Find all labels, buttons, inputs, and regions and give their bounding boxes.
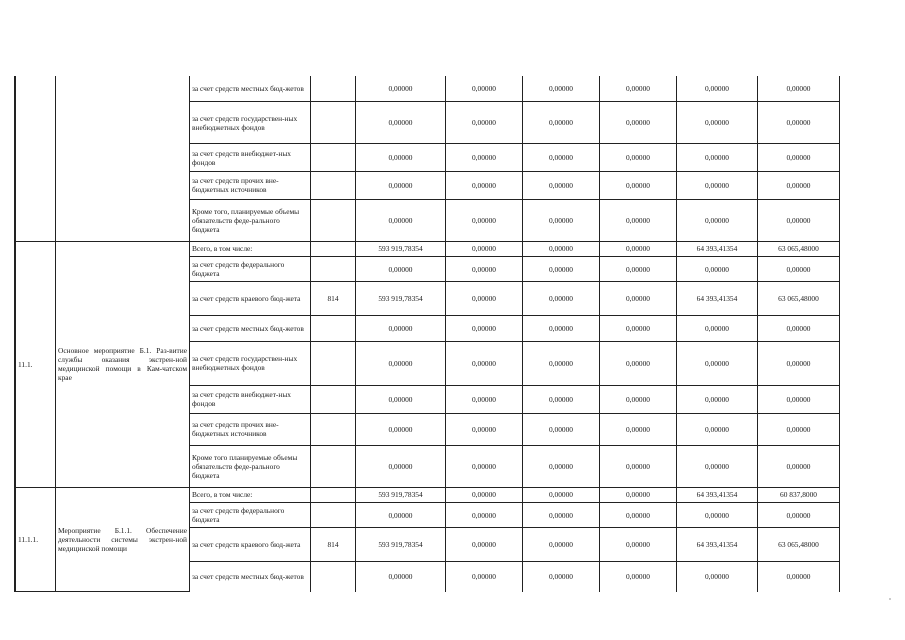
amount-cell: 0,00000	[677, 256, 758, 281]
amount-cell: 0,00000	[600, 502, 677, 527]
grbs-code	[311, 562, 356, 592]
amount-cell: 0,00000	[758, 316, 840, 341]
amount-cell: 0,00000	[677, 76, 758, 101]
amount-cell: 0,00000	[446, 562, 523, 592]
amount-cell: 0,00000	[356, 445, 446, 487]
grbs-code	[311, 76, 356, 101]
amount-cell: 0,00000	[677, 316, 758, 341]
amount-cell: 0,00000	[523, 528, 600, 562]
amount-cell: 0,00000	[356, 316, 446, 341]
amount-cell: 0,00000	[523, 413, 600, 445]
amount-cell: 0,00000	[600, 488, 677, 503]
amount-cell: 0,00000	[446, 341, 523, 386]
amount-cell: 64 393,41354	[677, 488, 758, 503]
amount-cell: 0,00000	[600, 341, 677, 386]
table-body	[16, 76, 840, 592]
funding-source-label: Всего, в том числе:	[190, 241, 311, 256]
amount-cell: 0,00000	[446, 502, 523, 527]
amount-cell: 0,00000	[446, 528, 523, 562]
amount-cell: 593 919,78354	[356, 528, 446, 562]
amount-cell: 64 393,41354	[677, 282, 758, 316]
budget-table-container	[14, 76, 840, 592]
amount-cell: 0,00000	[600, 101, 677, 143]
amount-cell: 0,00000	[677, 144, 758, 172]
amount-cell: 0,00000	[446, 488, 523, 503]
amount-cell: 0,00000	[677, 413, 758, 445]
table-row	[16, 241, 840, 256]
funding-source-label: за счет средств федерального бюджета	[190, 502, 311, 527]
funding-source-label: Кроме того планируемые объемы обязательств феде-рального бюджета	[190, 445, 311, 487]
amount-cell: 0,00000	[758, 445, 840, 487]
amount-cell: 0,00000	[523, 282, 600, 316]
amount-cell: 0,00000	[523, 562, 600, 592]
amount-cell: 0,00000	[523, 341, 600, 386]
measure-title	[56, 76, 190, 241]
measure-title: Мероприятие Б.1.1. Обеспечение деятельности системы экстрен-ной медицинской помощи	[56, 488, 190, 592]
amount-cell: 0,00000	[523, 488, 600, 503]
amount-cell: 0,00000	[523, 316, 600, 341]
amount-cell: 0,00000	[600, 316, 677, 341]
amount-cell: 0,00000	[446, 282, 523, 316]
amount-cell: 0,00000	[446, 386, 523, 414]
amount-cell: 60 837,8000	[758, 488, 840, 503]
grbs-code	[311, 144, 356, 172]
grbs-code	[311, 171, 356, 199]
amount-cell: 0,00000	[356, 76, 446, 101]
amount-cell: 0,00000	[356, 413, 446, 445]
amount-cell: 0,00000	[600, 562, 677, 592]
scan-speck	[889, 598, 891, 600]
grbs-code	[311, 316, 356, 341]
amount-cell: 0,00000	[523, 76, 600, 101]
funding-source-label: за счет средств федерального бюджета	[190, 256, 311, 281]
amount-cell: 0,00000	[758, 76, 840, 101]
funding-source-label: за счет средств государствен-ных внебюджетных фондов	[190, 341, 311, 386]
amount-cell: 0,00000	[600, 282, 677, 316]
amount-cell: 0,00000	[758, 256, 840, 281]
amount-cell: 593 919,78354	[356, 488, 446, 503]
amount-cell: 0,00000	[523, 101, 600, 143]
funding-source-label: за счет средств прочих вне-бюджетных источников	[190, 413, 311, 445]
amount-cell: 0,00000	[446, 76, 523, 101]
row-number: 11.1.1.	[16, 488, 56, 592]
budget-table	[15, 76, 840, 592]
amount-cell: 0,00000	[523, 502, 600, 527]
amount-cell: 0,00000	[758, 386, 840, 414]
amount-cell: 0,00000	[446, 445, 523, 487]
row-number	[16, 76, 56, 241]
amount-cell: 0,00000	[600, 76, 677, 101]
grbs-code	[311, 502, 356, 527]
amount-cell: 0,00000	[677, 562, 758, 592]
amount-cell: 0,00000	[677, 341, 758, 386]
amount-cell: 0,00000	[758, 413, 840, 445]
amount-cell: 0,00000	[446, 199, 523, 241]
amount-cell: 64 393,41354	[677, 528, 758, 562]
grbs-code	[311, 445, 356, 487]
funding-source-label: за счет средств местных бюд-жетов	[190, 76, 311, 101]
amount-cell: 0,00000	[356, 256, 446, 281]
amount-cell: 0,00000	[758, 341, 840, 386]
grbs-code: 814	[311, 282, 356, 316]
amount-cell: 0,00000	[356, 199, 446, 241]
grbs-code	[311, 413, 356, 445]
amount-cell: 0,00000	[356, 562, 446, 592]
amount-cell: 0,00000	[758, 502, 840, 527]
funding-source-label: за счет средств прочих вне-бюджетных источников	[190, 171, 311, 199]
grbs-code: 814	[311, 528, 356, 562]
amount-cell: 0,00000	[677, 445, 758, 487]
amount-cell: 0,00000	[356, 144, 446, 172]
amount-cell: 593 919,78354	[356, 282, 446, 316]
amount-cell: 0,00000	[600, 256, 677, 281]
measure-title: Основное мероприятие Б.1. Раз-витие службы оказания экстрен-ной медицинской помощи в Кам-чатском крае	[56, 241, 190, 487]
amount-cell: 0,00000	[523, 199, 600, 241]
table-row	[16, 76, 840, 101]
amount-cell: 593 919,78354	[356, 241, 446, 256]
amount-cell: 0,00000	[600, 241, 677, 256]
funding-source-label: Кроме того, планируемые объемы обязательств феде-рального бюджета	[190, 199, 311, 241]
amount-cell: 0,00000	[600, 445, 677, 487]
funding-source-label: за счет средств государствен-ных внебюджетных фондов	[190, 101, 311, 143]
amount-cell: 0,00000	[356, 386, 446, 414]
amount-cell: 0,00000	[356, 101, 446, 143]
amount-cell: 0,00000	[446, 241, 523, 256]
amount-cell: 0,00000	[600, 386, 677, 414]
amount-cell: 0,00000	[758, 199, 840, 241]
amount-cell: 63 065,48000	[758, 282, 840, 316]
amount-cell: 0,00000	[677, 386, 758, 414]
funding-source-label: за счет средств внебюджет-ных фондов	[190, 144, 311, 172]
amount-cell: 0,00000	[758, 171, 840, 199]
amount-cell: 0,00000	[600, 171, 677, 199]
funding-source-label: Всего, в том числе:	[190, 488, 311, 503]
amount-cell: 0,00000	[600, 528, 677, 562]
grbs-code	[311, 341, 356, 386]
amount-cell: 0,00000	[677, 101, 758, 143]
funding-source-label: за счет средств краевого бюд-жета	[190, 528, 311, 562]
funding-source-label: за счет средств местных бюд-жетов	[190, 316, 311, 341]
amount-cell: 0,00000	[446, 316, 523, 341]
amount-cell: 0,00000	[523, 445, 600, 487]
funding-source-label: за счет средств краевого бюд-жета	[190, 282, 311, 316]
amount-cell: 0,00000	[446, 144, 523, 172]
amount-cell: 0,00000	[677, 502, 758, 527]
amount-cell: 0,00000	[758, 562, 840, 592]
amount-cell: 0,00000	[356, 502, 446, 527]
table-row	[16, 488, 840, 503]
grbs-code	[311, 256, 356, 281]
amount-cell: 0,00000	[446, 171, 523, 199]
amount-cell: 0,00000	[523, 241, 600, 256]
grbs-code	[311, 386, 356, 414]
amount-cell: 63 065,48000	[758, 241, 840, 256]
grbs-code	[311, 488, 356, 503]
grbs-code	[311, 241, 356, 256]
amount-cell: 64 393,41354	[677, 241, 758, 256]
grbs-code	[311, 101, 356, 143]
amount-cell: 0,00000	[446, 413, 523, 445]
amount-cell: 0,00000	[446, 101, 523, 143]
funding-source-label: за счет средств внебюджет-ных фондов	[190, 386, 311, 414]
amount-cell: 0,00000	[523, 171, 600, 199]
amount-cell: 0,00000	[356, 171, 446, 199]
amount-cell: 0,00000	[677, 171, 758, 199]
grbs-code	[311, 199, 356, 241]
amount-cell: 0,00000	[758, 144, 840, 172]
row-number: 11.1.	[16, 241, 56, 487]
amount-cell: 0,00000	[600, 144, 677, 172]
amount-cell: 0,00000	[600, 413, 677, 445]
amount-cell: 0,00000	[446, 256, 523, 281]
amount-cell: 0,00000	[523, 256, 600, 281]
amount-cell: 0,00000	[356, 341, 446, 386]
amount-cell: 0,00000	[677, 199, 758, 241]
amount-cell: 0,00000	[523, 144, 600, 172]
amount-cell: 0,00000	[600, 199, 677, 241]
amount-cell: 63 065,48000	[758, 528, 840, 562]
funding-source-label: за счет средств местных бюд-жетов	[190, 562, 311, 592]
amount-cell: 0,00000	[758, 101, 840, 143]
amount-cell: 0,00000	[523, 386, 600, 414]
